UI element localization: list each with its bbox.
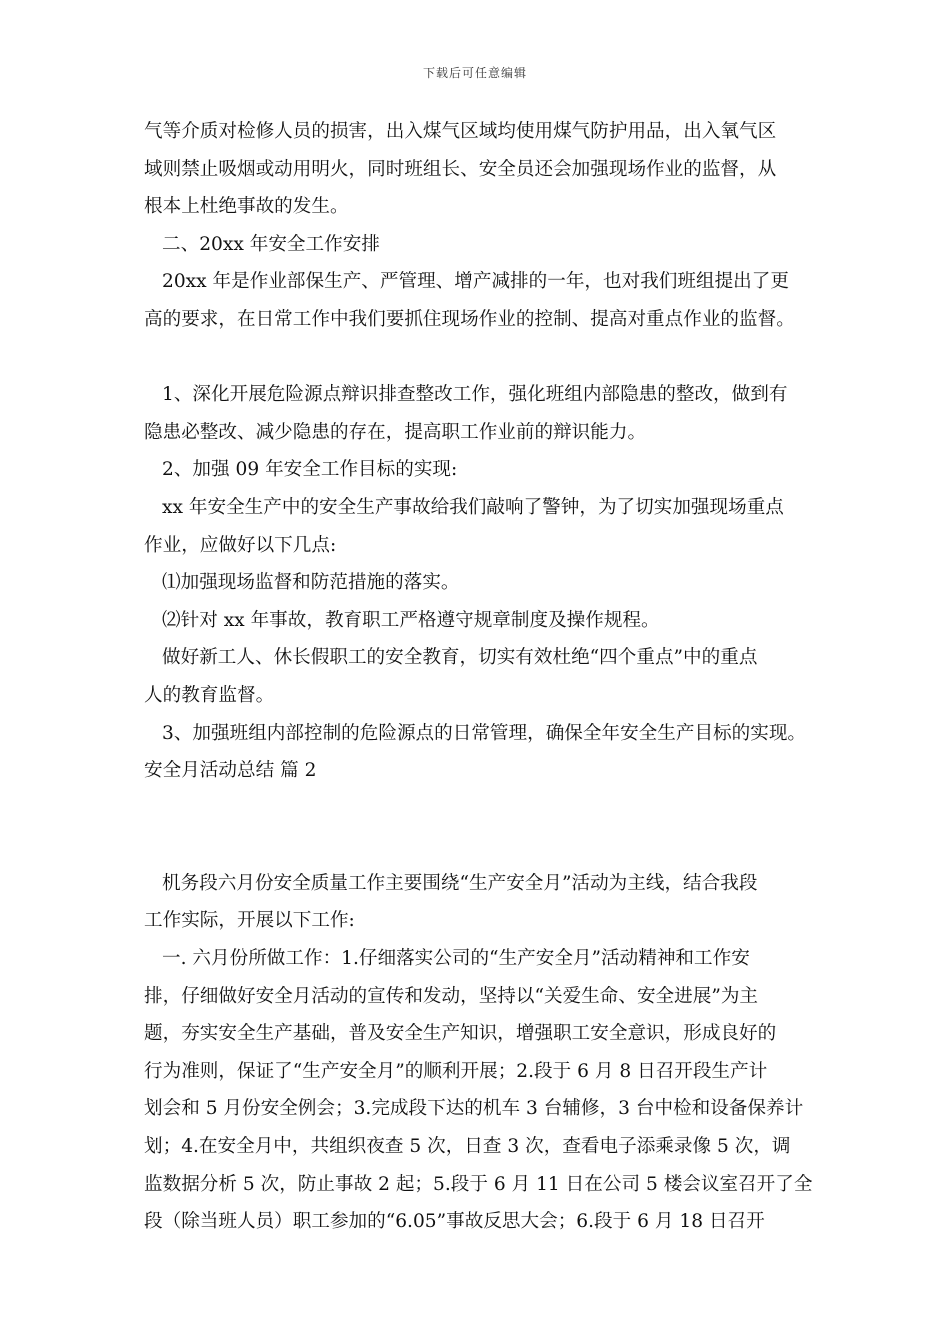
paragraph-line: 划；4.在安全月中，共组织夜查 5 次，日查 3 次，查看电子添乘录像 5 次，调 [144, 1136, 791, 1158]
paragraph-line: 做好新工人、休长假职工的安全教育，切实有效杜绝“四个重点”中的重点 [162, 647, 758, 669]
paragraph-line: 人的教育监督。 [144, 684, 275, 706]
paragraph-line: 作业，应做好以下几点: [144, 534, 337, 556]
page-header-note: 下载后可任意编辑 [422, 66, 527, 80]
paragraph-line: xx 年安全生产中的安全生产事故给我们敲响了警钟，为了切实加强现场重点 [162, 496, 784, 518]
paragraph-line: 工作实际，开展以下工作: [144, 910, 355, 932]
paragraph-line: 根本上杜绝事故的发生。 [144, 196, 349, 218]
list-item-line: 隐患必整改、减少隐患的存在，提高职工作业前的辩识能力。 [144, 421, 647, 443]
document-body [144, 113, 824, 1241]
paragraph-line: 划会和 5 月份安全例会；3.完成段下达的机车 3 台辅修，3 台中检和设备保养计 [144, 1098, 804, 1120]
list-item: 2、加强 09 年安全工作目标的实现: [162, 459, 458, 481]
paragraph-line: 排，仔细做好安全月活动的宣传和发动，坚持以“关爱生命、安全进展”为主 [144, 985, 759, 1007]
paragraph-line: 行为准则，保证了“生产安全月”的顺利开展；2.段于 6 月 8 日召开段生产计 [144, 1060, 768, 1082]
paragraph-line: 域则禁止吸烟或动用明火，同时班组长、安全员还会加强现场作业的监督，从 [144, 158, 777, 180]
list-item-line: 1、深化开展危险源点辩识排查整改工作，强化班组内部隐患的整改，做到有 [162, 384, 788, 406]
list-item: 3、加强班组内部控制的危险源点的日常管理，确保全年安全生产目标的实现。 [162, 722, 807, 744]
sub-item: ⑵针对 xx 年事故，教育职工严格遵守规章制度及操作规程。 [162, 609, 660, 631]
paragraph-line: 20xx 年是作业部保生产、严管理、增产减排的一年，也对我们班组提出了更 [162, 271, 789, 293]
paragraph-line: 题，夯实安全生产基础，普及安全生产知识，增强职工安全意识，形成良好的 [144, 1023, 777, 1045]
blank-line [144, 339, 824, 377]
paragraph-line: 段（除当班人员）职工参加的“6.05”事故反思大会；6.段于 6 月 18 日召开 [144, 1211, 765, 1233]
blank-line [144, 790, 824, 828]
section-heading: 二、20xx 年安全工作安排 [162, 233, 380, 255]
paragraph-line: 气等介质对检修人员的损害，出入煤气区域均使用煤气防护用品，出入氧气区 [144, 121, 777, 142]
paragraph-line: 一. 六月份所做工作：1.仔细落实公司的“生产安全月”活动精神和工作安 [162, 948, 750, 970]
paragraph-line: 监数据分析 5 次，防止事故 2 起；5.段于 6 月 11 日在公司 5 楼会议室召开了全 [144, 1173, 813, 1195]
section-title: 安全月活动总结 篇 2 [144, 760, 317, 782]
paragraph-line: 高的要求，在日常工作中我们要抓住现场作业的控制、提高对重点作业的监督。 [144, 308, 795, 330]
blank-line [144, 827, 824, 865]
paragraph-line: 机务段六月份安全质量工作主要围绕“生产安全月”活动为主线，结合我段 [162, 872, 758, 894]
sub-item: ⑴加强现场监督和防范措施的落实。 [162, 572, 460, 594]
